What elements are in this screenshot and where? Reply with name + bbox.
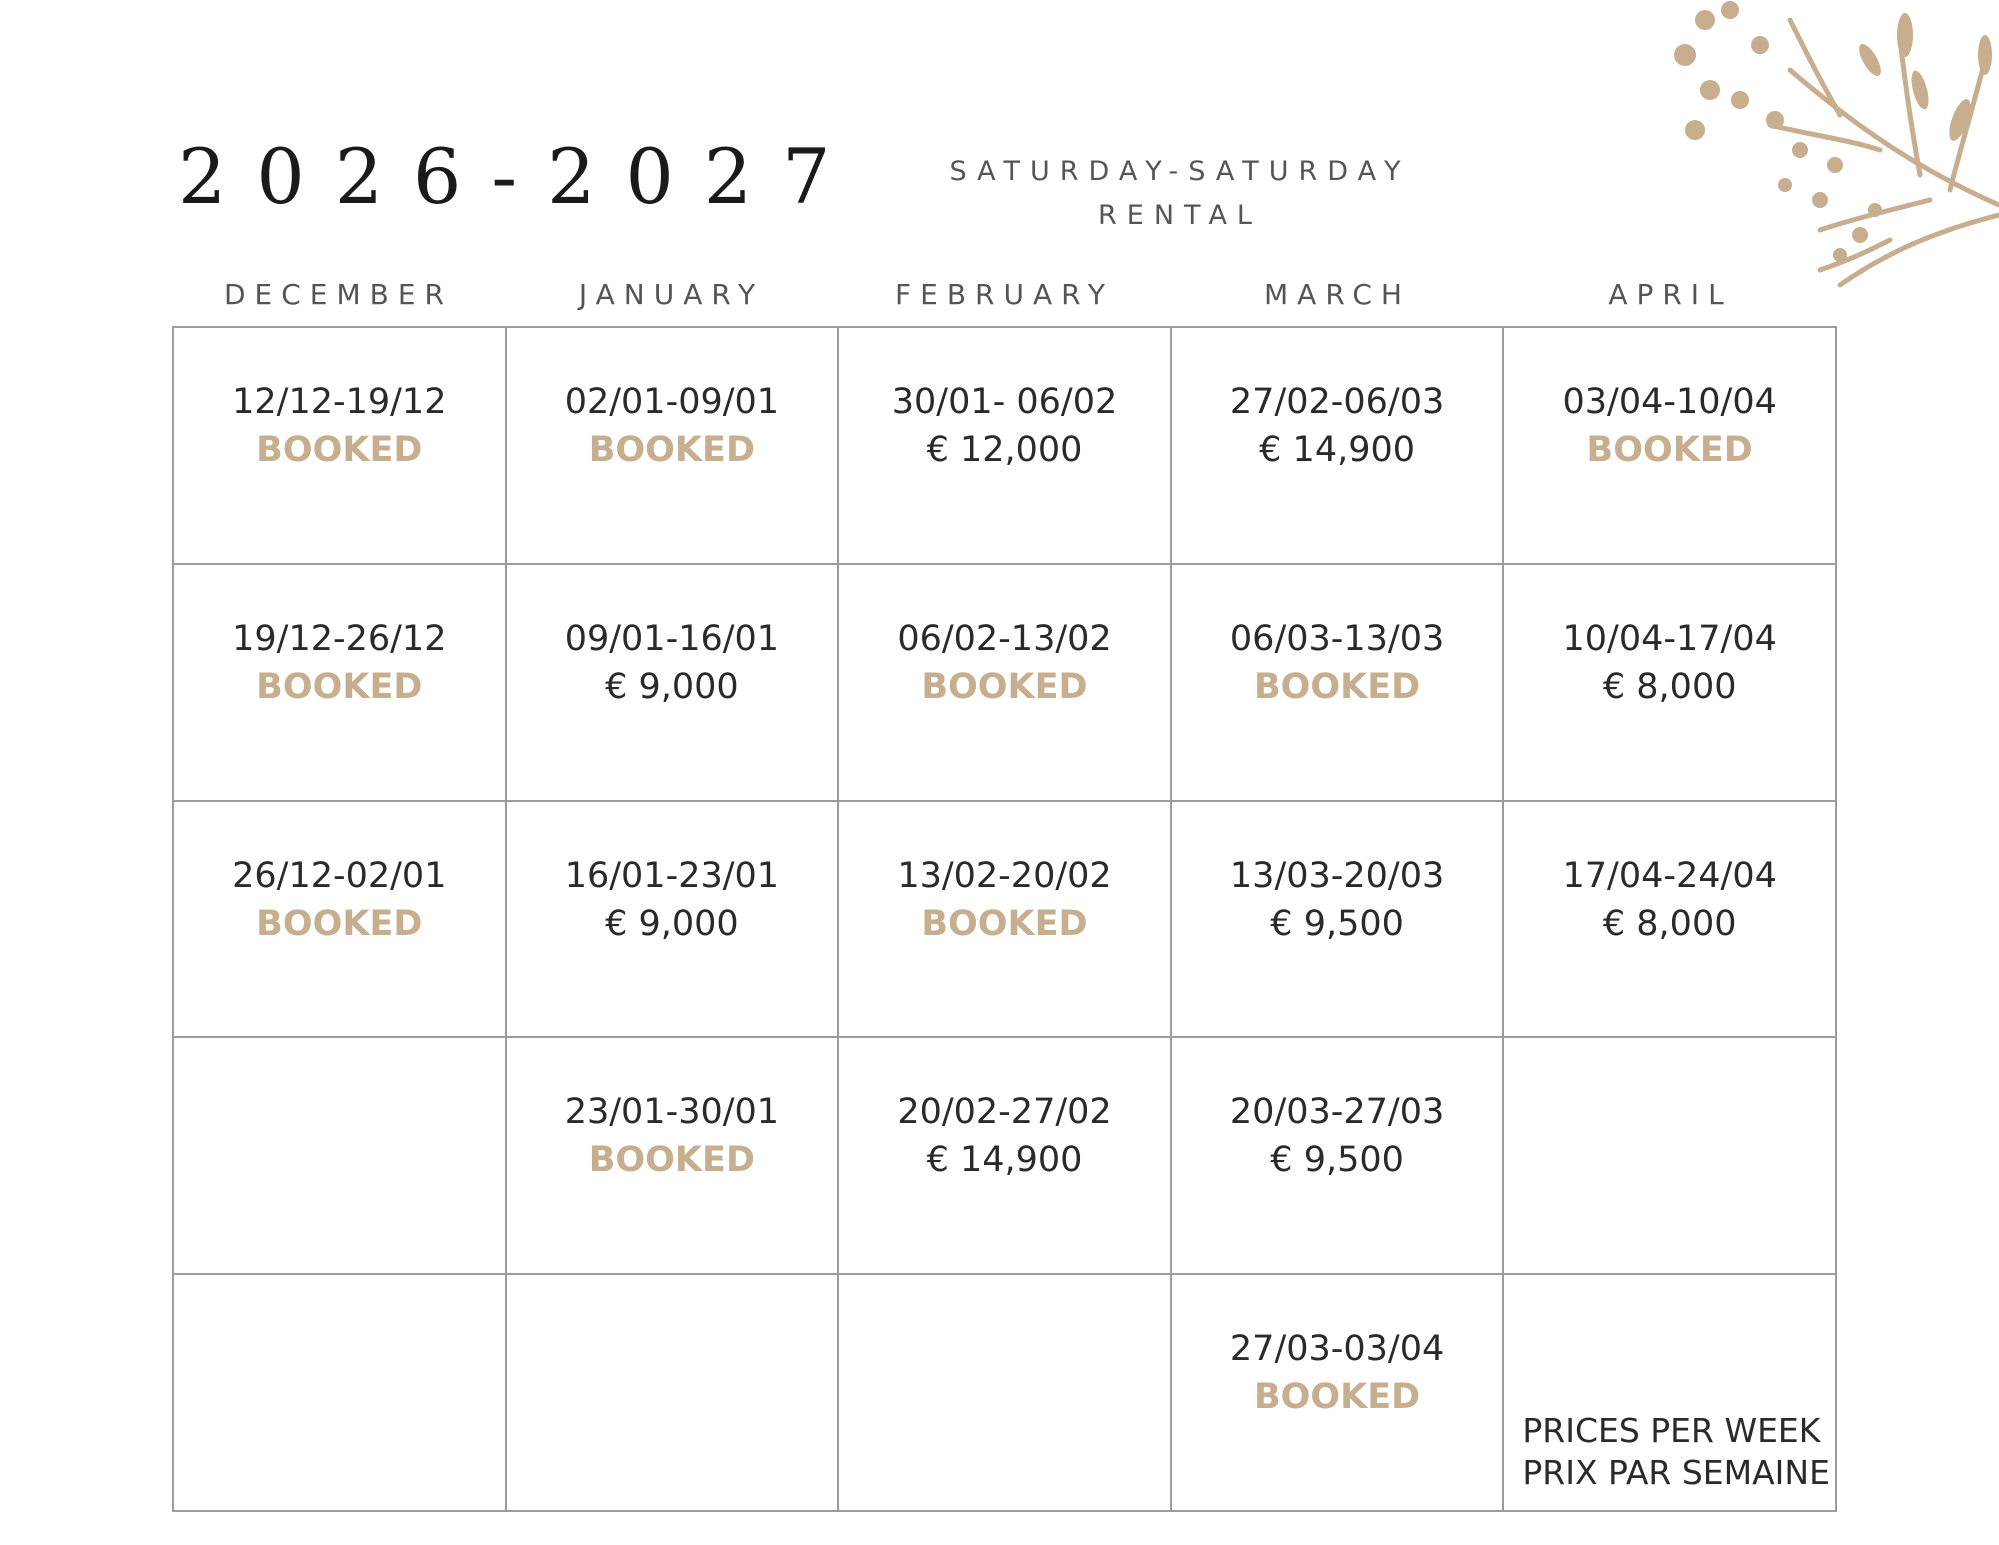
week-cell (1504, 328, 1837, 565)
month-january: JANUARY (578, 278, 765, 311)
week-cell-empty (174, 1038, 507, 1275)
week-cell (507, 1038, 840, 1275)
week-cell (1172, 1275, 1505, 1512)
week-dates: 09/01-16/01 (564, 618, 780, 659)
week-dates: 27/03-03/04 (1229, 1329, 1445, 1370)
week-cell (1172, 1038, 1505, 1275)
week-cell-empty (174, 1275, 507, 1512)
week-cell (1172, 328, 1505, 565)
booked-label: BOOKED (1253, 666, 1421, 707)
week-dates: 17/04-24/04 (1562, 855, 1777, 896)
week-price: € 12,000 (926, 430, 1083, 470)
booked-label: BOOKED (588, 1140, 756, 1181)
week-cell (507, 328, 840, 565)
week-price: € 9,000 (605, 903, 739, 944)
month-headers (172, 278, 1837, 318)
booked-label: BOOKED (256, 903, 423, 944)
rental-subtitle (880, 150, 1480, 238)
booked-label: BOOKED (921, 666, 1088, 707)
week-cell (839, 1038, 1172, 1275)
week-price: € 9,500 (1270, 1140, 1404, 1181)
week-cell-empty (1504, 1038, 1837, 1275)
week-price: € 8,000 (1602, 666, 1737, 707)
week-cell (839, 802, 1172, 1039)
week-price: € 14,900 (1259, 430, 1416, 470)
booked-label: BOOKED (1253, 1377, 1421, 1418)
price-note-english: PRICES PER WEEK (1522, 1411, 1821, 1450)
week-dates: 13/02-20/02 (897, 855, 1112, 896)
price-note (1522, 1410, 1830, 1494)
week-cell (174, 565, 507, 802)
month-february: FEBRUARY (895, 278, 1114, 311)
booked-label: BOOKED (256, 430, 423, 470)
price-note-french: PRIX PAR SEMAINE (1522, 1453, 1830, 1492)
week-cell (174, 328, 507, 565)
week-dates: 20/03-27/03 (1229, 1092, 1445, 1133)
booked-label: BOOKED (588, 430, 756, 470)
month-march: MARCH (1264, 278, 1411, 311)
week-cell (1504, 565, 1837, 802)
month-april: APRIL (1608, 278, 1733, 311)
rental-subtitle-line1: SATURDAY-SATURDAY (949, 156, 1411, 187)
week-price: € 8,000 (1602, 903, 1737, 944)
week-dates: 06/02-13/02 (897, 618, 1112, 659)
week-dates: 06/03-13/03 (1229, 618, 1445, 659)
week-cell (1504, 802, 1837, 1039)
week-dates: 27/02-06/03 (1229, 382, 1445, 422)
month-december: DECEMBER (223, 278, 453, 311)
page-title: 2026-2027 (178, 132, 861, 221)
week-price: € 9,000 (605, 666, 739, 707)
booked-label: BOOKED (256, 666, 423, 707)
rental-subtitle-line2: RENTAL (1098, 200, 1262, 231)
week-dates: 10/04-17/04 (1562, 618, 1777, 659)
week-price: € 9,500 (1270, 903, 1404, 944)
week-dates: 12/12-19/12 (232, 382, 447, 422)
week-cell (1172, 802, 1505, 1039)
week-dates: 26/12-02/01 (232, 855, 447, 896)
week-dates: 30/01- 06/02 (891, 382, 1118, 422)
week-price: € 14,900 (926, 1140, 1083, 1181)
week-cell (174, 802, 507, 1039)
week-dates: 19/12-26/12 (232, 618, 447, 659)
week-dates: 03/04-10/04 (1562, 382, 1777, 422)
week-dates: 20/02-27/02 (897, 1092, 1112, 1133)
booked-label: BOOKED (921, 903, 1088, 944)
booked-label: BOOKED (1586, 430, 1753, 470)
week-dates: 16/01-23/01 (564, 855, 780, 896)
availability-grid (172, 326, 1837, 1512)
week-cell-empty (507, 1275, 840, 1512)
week-cell-empty (839, 1275, 1172, 1512)
week-cell (839, 565, 1172, 802)
week-dates: 13/03-20/03 (1229, 855, 1445, 896)
week-dates: 23/01-30/01 (564, 1092, 780, 1133)
price-note-cell (1504, 1275, 1837, 1512)
botanical-branch-icon (1590, 0, 1999, 290)
week-cell (507, 802, 840, 1039)
week-cell (1172, 565, 1505, 802)
week-dates: 02/01-09/01 (564, 382, 780, 422)
week-cell (507, 565, 840, 802)
week-cell (839, 328, 1172, 565)
